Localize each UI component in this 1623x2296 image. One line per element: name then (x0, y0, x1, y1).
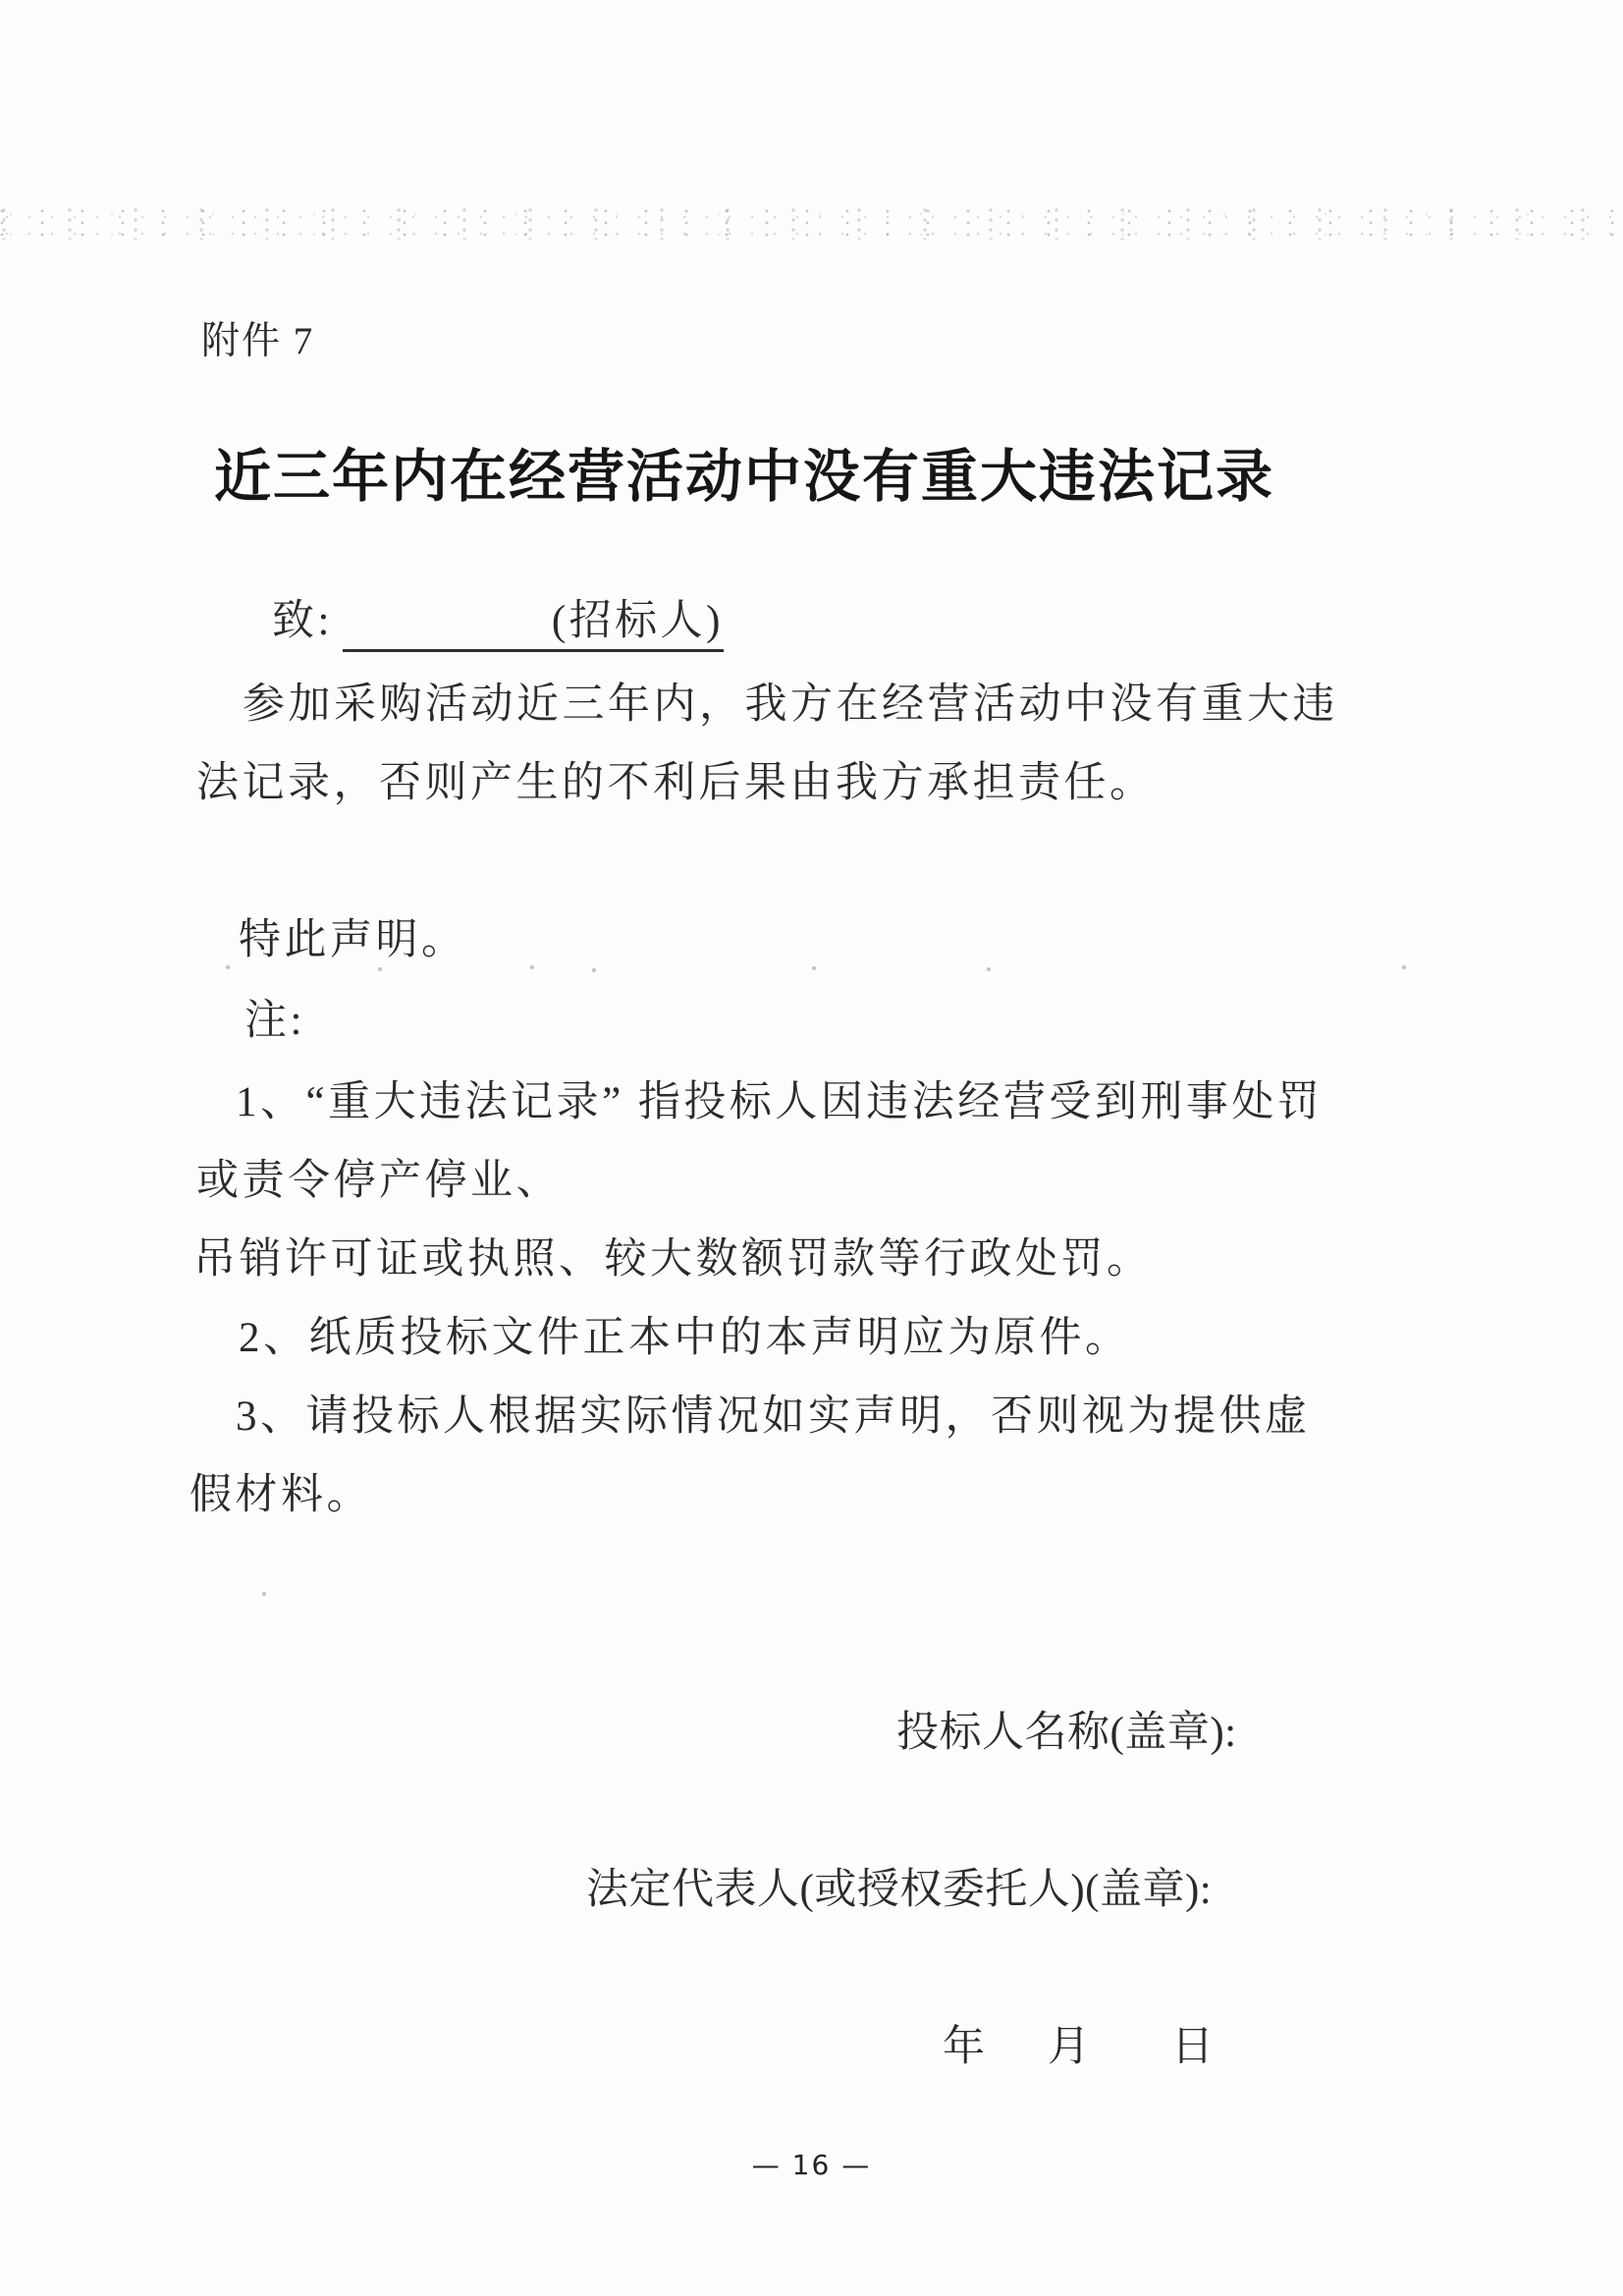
scan-speck (226, 965, 230, 969)
body-paragraph-line-1: 参加采购活动近三年内，我方在经营活动中没有重大违 (243, 682, 1338, 728)
date-year-label: 年 (943, 2024, 989, 2070)
salutation-suffix: (招标人) (551, 598, 724, 644)
salutation-prefix: 致: (272, 598, 333, 644)
body-paragraph-line-2: 法记录，否则产生的不利后果由我方承担责任。 (196, 760, 1156, 806)
note-line: 1、“重大违法记录” 指投标人因违法经营受到刑事处罚 (236, 1079, 1324, 1125)
note-line: 或责令停产停业、 (196, 1158, 562, 1204)
scan-speck (1402, 965, 1406, 969)
date-month-label: 月 (1048, 2024, 1094, 2070)
note-line: 吊销许可证或执照、较大数额罚款等行政处罚。 (193, 1236, 1153, 1283)
legal-rep-signature-label: 法定代表人(或授权委托人)(盖章): (586, 1867, 1213, 1913)
note-line: 2、纸质投标文件正本中的本声明应为原件。 (239, 1315, 1131, 1361)
note-line: 3、请投标人根据实际情况如实声明，否则视为提供虚 (236, 1394, 1311, 1440)
notes-label: 注: (244, 998, 305, 1044)
scan-speck (987, 967, 991, 971)
declaration-line: 特此声明。 (239, 917, 467, 963)
scan-speck (378, 967, 382, 971)
fill-in-blank (343, 587, 724, 652)
date-day-label: 日 (1171, 2024, 1217, 2070)
scan-noise-band (0, 208, 1623, 240)
note-line: 假材料。 (189, 1472, 372, 1518)
scan-speck (592, 968, 596, 972)
scan-speck (262, 1592, 266, 1596)
scan-speck (812, 966, 816, 970)
bidder-signature-label: 投标人名称(盖章): (896, 1710, 1237, 1756)
salutation-line (272, 587, 724, 652)
document-title: 近三年内在经营活动中没有重大违法记录 (214, 445, 1275, 509)
attachment-label: 附件 7 (201, 320, 315, 362)
scan-speck (530, 965, 534, 969)
page-number: — 16 — (751, 2149, 872, 2181)
